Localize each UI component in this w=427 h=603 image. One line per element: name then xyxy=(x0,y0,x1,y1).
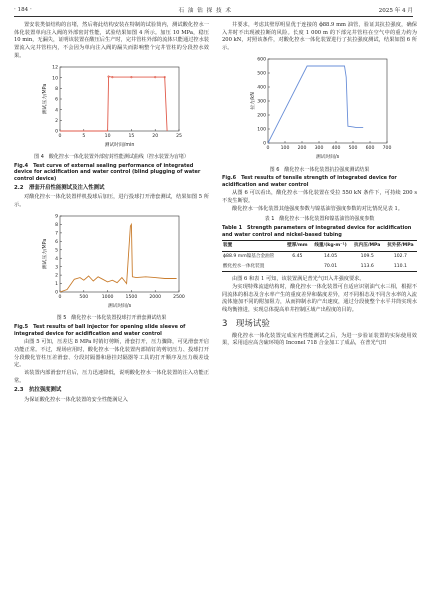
y-tick-label: 2 xyxy=(55,118,58,124)
table-cell: 70.01 xyxy=(323,263,338,269)
figure-5-caption-cn: 图 5 酸化控水一体化装置投球打开滑套测试结果 xyxy=(56,315,167,322)
paragraph: 该装置内部滑套开启后，压力迅速降低，说明酸化控水一体化装置的注入功能正常。 xyxy=(14,370,209,384)
section-2-3-heading: 2.3 抗拉强度测试 xyxy=(14,387,62,394)
y-tick-label: 0 xyxy=(263,141,266,147)
y-tick-label: 8 xyxy=(55,86,58,92)
y-axis-label: 测试压力/MPa xyxy=(43,238,48,269)
paragraph: 由图 6 和表 1 可知，该装置满足普光气田入井强度要求。 xyxy=(232,276,365,283)
y-axis-label: 拉力/kN xyxy=(251,92,256,110)
x-tick-label: 2500 xyxy=(173,294,185,300)
left-column xyxy=(14,22,209,405)
y-tick-label: 12 xyxy=(52,65,58,71)
x-tick-label: 10 xyxy=(104,133,111,139)
figure-4-caption-cn: 图 4 酸化控水一体化装置外部密封性能测试曲线（控水装置为盲堵） xyxy=(34,154,189,161)
x-tick-label: 500 xyxy=(348,145,358,151)
figure-5-caption-en: Fig.5 Test results of ball injector for opening slide sleeve of integrated device for acidification and water control xyxy=(14,324,186,337)
x-tick-label: 100 xyxy=(280,145,290,151)
x-tick-label: 0 xyxy=(266,145,270,151)
page-number: · 184 · xyxy=(14,7,32,13)
table-cell: 6.45 xyxy=(292,253,303,259)
x-tick-label: 600 xyxy=(365,145,375,151)
y-tick-label: 10 xyxy=(52,75,58,81)
figure-4-chart xyxy=(14,61,209,149)
y-tick-label: 7 xyxy=(55,231,58,237)
page-header xyxy=(14,4,413,17)
table-1-caption-cn: 表 1 酸化控水一体化装置和镍基油管的强度参数 xyxy=(264,216,375,223)
paragraph: 井要求，考虑其壁厚明显优于连接的 ϕ88.9 mm 油管，验证其抗拉强度，确保入井时不出现被拉断的风险。长度 1 000 m 的下部完井管柱在空气中的重力约为 200 kN，对照该条件，对酸化控水一体化装置进行了抗拉强度测试，结果如图 6 所示。 xyxy=(222,22,417,52)
table-cell: 102.7 xyxy=(393,253,407,259)
table-row xyxy=(222,251,417,261)
table-row xyxy=(222,262,417,272)
paragraph: 酸化控水一体化装置完成室内性能测试之后，为进一步验证装置的实际使用效果，采用适应高含硫环境的 Inconel 718 合金加工了成品，在普光气田 xyxy=(222,332,417,347)
table-cell: 109.5 xyxy=(360,253,374,259)
section-2-2-heading: 2.2 滑套开启性能测试及注入性测试 xyxy=(14,184,105,191)
figure-6-caption-en: Fig.6 Test results of tensile strength of integrated device for acidification and water control xyxy=(222,175,397,188)
y-tick-label: 200 xyxy=(257,113,266,119)
table-header-row xyxy=(222,241,417,252)
x-tick-label: 400 xyxy=(331,145,341,151)
series-line xyxy=(60,76,167,130)
figure-5-chart xyxy=(14,210,209,310)
y-tick-label: 0 xyxy=(55,129,58,135)
x-axis-label: 测试时间/s xyxy=(107,303,132,309)
series-line xyxy=(268,66,363,143)
y-tick-label: 8 xyxy=(55,222,58,228)
y-tick-label: 0 xyxy=(55,290,58,296)
table-cell: 110.1 xyxy=(393,263,407,269)
issue-date: 2025 年 4 月 xyxy=(378,8,413,14)
journal-name: 石 油 钻 探 技 术 xyxy=(178,8,232,14)
table-cell: ϕ88.9 mm镍基合金油管 xyxy=(223,253,275,259)
strength-table xyxy=(222,240,417,272)
y-tick-label: 4 xyxy=(55,107,58,113)
section-3-heading: 3 现场试验 xyxy=(222,318,270,329)
x-tick-label: 25 xyxy=(176,133,182,139)
table-header: 壁厚/mm xyxy=(287,243,308,249)
x-tick-label: 2000 xyxy=(149,294,162,300)
y-axis-label: 测试压力/MPa xyxy=(43,83,48,114)
x-tick-label: 700 xyxy=(382,145,392,151)
x-axis-label: 测试时间/min xyxy=(104,142,135,148)
y-tick-label: 400 xyxy=(257,85,266,91)
plot-frame xyxy=(60,67,179,131)
paragraph: 酸化控水一体化装置其他强度参数与镍基油管强度参数的对比情况见表 1。 xyxy=(232,205,403,212)
y-tick-label: 3 xyxy=(55,264,58,270)
y-tick-label: 500 xyxy=(257,71,266,77)
x-tick-label: 20 xyxy=(152,133,159,139)
x-axis-label: 测试时间/s xyxy=(315,154,340,160)
plot-frame xyxy=(268,59,387,143)
table-cell: 113.6 xyxy=(360,263,374,269)
figure-6-caption-cn: 图 6 酸化控水一体化装置抗拉强度测试结果 xyxy=(269,166,370,173)
x-tick-label: 300 xyxy=(314,145,324,151)
y-tick-label: 100 xyxy=(257,127,266,133)
table-header: 抗外挤/MPa xyxy=(387,243,414,249)
x-tick-label: 1000 xyxy=(101,294,114,300)
y-tick-label: 2 xyxy=(55,273,58,279)
table-header: 抗内压/MPa xyxy=(354,243,381,249)
paragraph: 对酸化控水一体化装置样机投球后加压，进行投球打开滑套测试，结果如图 5 所示。 xyxy=(14,194,209,208)
y-tick-label: 6 xyxy=(55,97,58,103)
table-cell xyxy=(284,262,310,272)
y-tick-label: 9 xyxy=(55,214,58,220)
figure-4-caption-en: Fig.4 Test curve of external sealing performance of integrated device for acidification and water control (blind plugging of water control device) xyxy=(14,162,201,182)
right-column xyxy=(222,22,417,348)
series-line xyxy=(60,224,177,292)
y-tick-label: 300 xyxy=(257,99,266,105)
x-tick-label: 5 xyxy=(82,133,86,139)
paragraph: 从图 6 可以看出，酸化控水一体化装置在受拉 550 kN 条件下，可持续 200 s 不发生断裂。 xyxy=(222,190,417,204)
y-tick-label: 5 xyxy=(55,248,58,254)
x-tick-label: 15 xyxy=(128,133,135,139)
y-tick-label: 6 xyxy=(55,239,58,245)
y-tick-label: 600 xyxy=(257,57,266,63)
x-tick-label: 200 xyxy=(297,145,307,151)
paragraph: 由图 5 可知，压差达 8 MPa 时销钉剪断，滑套打开，压力骤降，可见滑套开启功能正常。不过，现场应用时，酸化控水一体化装置内部销钉的剪切压力、投球打开分段酸化管柱压差滑套、分段封隔器和悬挂封隔器等工具的打开顺序及压力级差设定。 xyxy=(14,339,209,369)
table-header: 装置 xyxy=(223,243,233,249)
x-tick-label: 1500 xyxy=(125,294,138,300)
x-tick-label: 500 xyxy=(79,294,89,300)
table-header: 线重/(kg·m⁻¹) xyxy=(314,243,347,249)
y-tick-label: 4 xyxy=(55,256,58,262)
x-tick-label: 0 xyxy=(58,294,62,300)
figure-6-chart xyxy=(222,53,417,161)
paragraph: 置安装类似结构的盲堵，然后将此结构安装在特制的试验筒内，测试酸化控水一体化装置单向注入阀的外部密封性能，试验结果如图 4 所示。加压 10 MPa，稳压 10 min，无漏失，证明该装置在酸压后生产时，完井管柱外部的流体只能通过控水装置流入完井管柱内，不会因为单向注入阀的漏失而影响整个完井管柱的分段控水效果。 xyxy=(14,22,209,59)
y-tick-label: 1 xyxy=(55,281,58,287)
table-cell: 酸化控水一体化装置 xyxy=(223,263,265,269)
paragraph: 为保证酸化控水一体化装置的安全性能满足入 xyxy=(24,397,128,404)
table-1-caption-en: Table 1 Strength parameters of integrated device for acidification and water control and nickel-based tubing xyxy=(222,225,412,238)
x-tick-label: 0 xyxy=(58,133,62,139)
paragraph: 为实现特殊流道结构时，酸化控水一体化装置可自适应识别油气水三相，根据不同流体的相态及含水率产生的重度差异和黏度差异，对不同相态及不同含水率的入流流体施加不同的附加阻力，从而抑制水的产出速度，通过分段使整个水平井筒实现水线均衡推进，实现总体提高单井控制区域产出程度的目的。 xyxy=(222,284,417,314)
table-cell: 14.05 xyxy=(323,253,338,259)
